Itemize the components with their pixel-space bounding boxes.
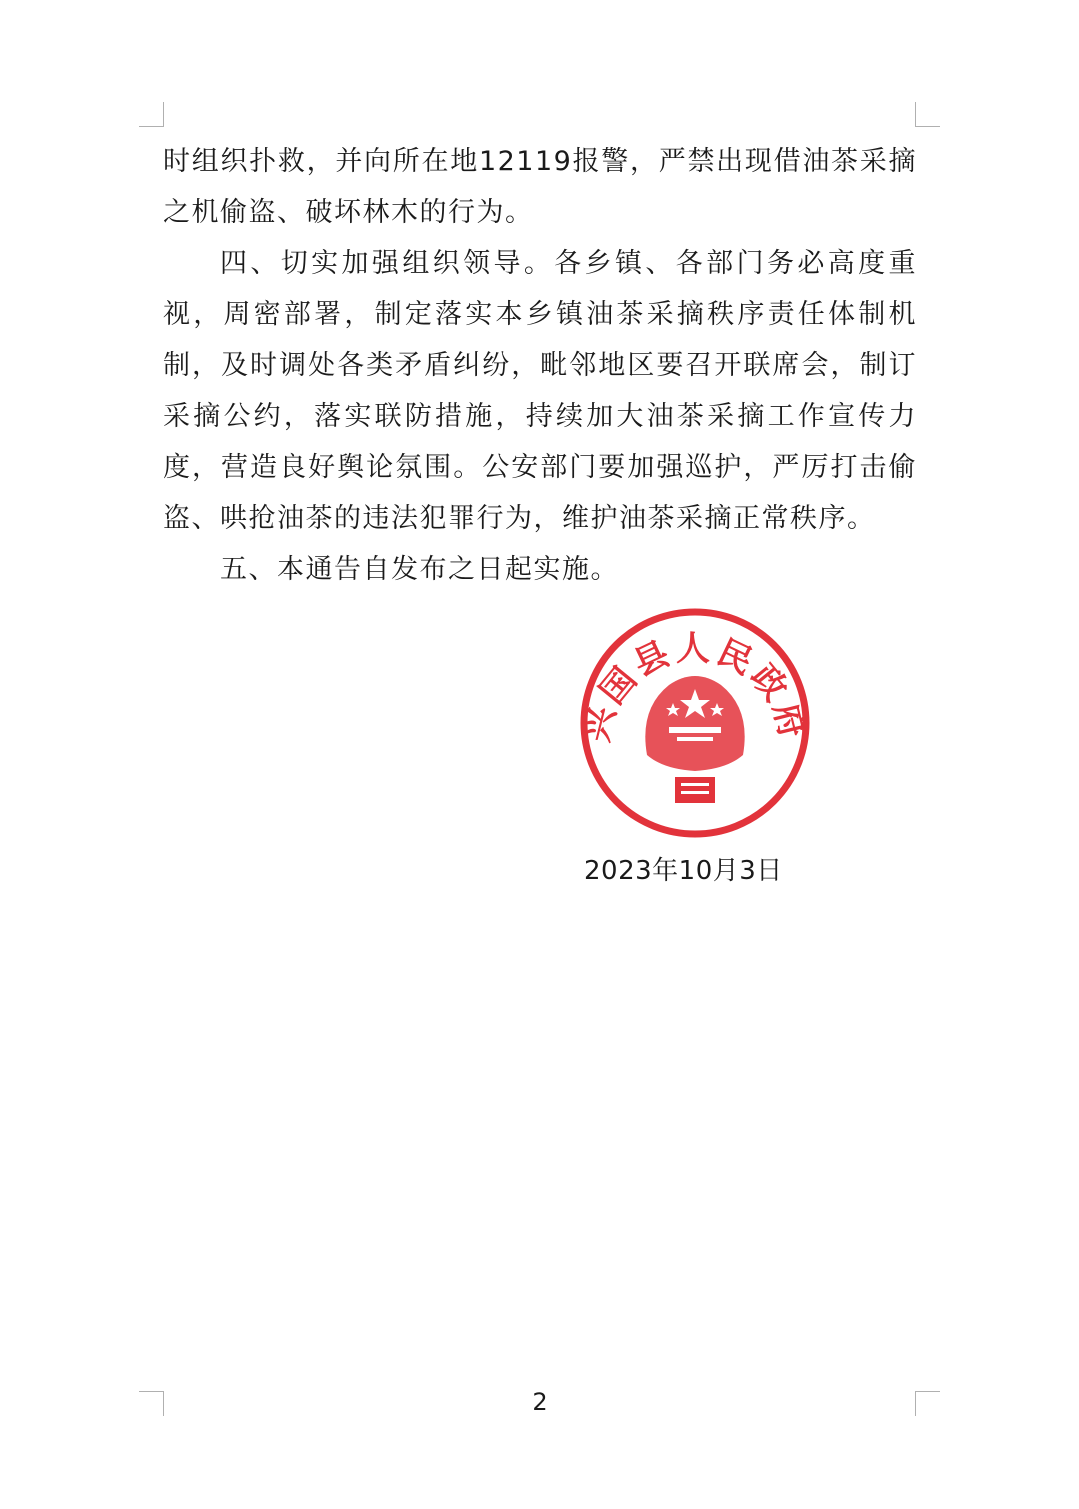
crop-mark-top-left [139,102,164,127]
seal-text: 兴国县人民政府 [577,628,813,746]
issue-date: 2023年10月3日 [584,856,783,886]
crop-mark-bottom-right [915,1391,940,1416]
document-body [163,136,917,595]
crop-mark-top-right [915,102,940,127]
crop-mark-bottom-left [139,1391,164,1416]
paragraph-item-four: 四、切实加强组织领导。各乡镇、各部门务必高度重视，周密部署，制定落实本乡镇油茶采摘秩序责任体制机制，及时调处各类矛盾纠纷，毗邻地区要召开联席会，制订采摘公约，落实联防措施，持续加大油茶采摘工作宣传力度，营造良好舆论氛围。公安部门要加强巡护，严厉打击偷盗、哄抢油茶的违法犯罪行为，维护油茶采摘正常秩序。 [163,248,917,534]
paragraph-item-five: 五、本通告自发布之日起实施。 [220,554,619,585]
page-number: 2 [532,1388,548,1416]
official-seal [577,605,813,841]
paragraph-continuation: 时组织扑救，并向所在地12119报警，严禁出现借油茶采摘之机偷盗、破坏林木的行为。 [163,146,917,228]
national-emblem-icon [645,676,744,803]
